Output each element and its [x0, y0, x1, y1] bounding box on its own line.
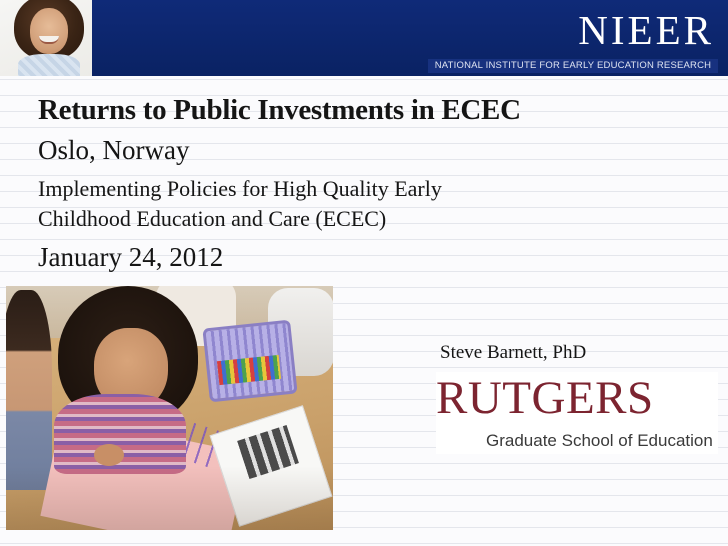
rutgers-wordmark: RUTGERS: [436, 372, 654, 424]
rutgers-school-name: Graduate School of Education: [486, 431, 713, 450]
subtitle-line-2: Childhood Education and Care (ECEC): [38, 206, 387, 231]
presenter-name: Steve Barnett, PhD: [440, 342, 587, 363]
rutgers-logo: [436, 372, 718, 454]
slide-title: Returns to Public Investments in ECEC: [38, 94, 521, 126]
subtitle-line-1: Implementing Policies for High Quality Early: [38, 176, 442, 201]
photo-child-left: [6, 290, 52, 490]
child-shirt: [18, 54, 80, 76]
photo-girl-hand: [94, 444, 124, 466]
date-text: January 24, 2012: [38, 242, 224, 272]
location-text: Oslo, Norway: [38, 135, 190, 165]
header-banner: [0, 0, 728, 76]
child-face: [30, 8, 68, 54]
child-portrait-image: [0, 0, 92, 76]
nieer-logo-subtitle: NATIONAL INSTITUTE FOR EARLY EDUCATION RESEARCH: [428, 59, 718, 73]
nieer-logo: NIEER: [578, 7, 714, 53]
classroom-photo: [6, 286, 333, 530]
photo-shadow: [6, 466, 333, 530]
